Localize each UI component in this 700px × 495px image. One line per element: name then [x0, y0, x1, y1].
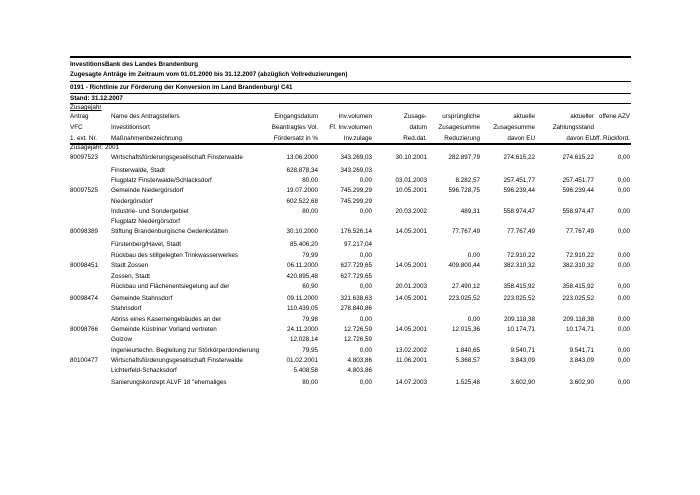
cell-antrag: 80098389 — [70, 228, 99, 235]
column-header-antrag: Antrag — [70, 113, 89, 120]
column-header-antrag: 1. ext. Nr. — [70, 135, 97, 142]
cell-urspr: 0,00 — [467, 252, 480, 259]
cell-zahlung: 358.415,92 — [562, 283, 594, 290]
cell-eingang: 5.408,58 — [293, 367, 318, 374]
cell-offen: 0,00 — [617, 295, 630, 302]
cell-aktuell: 9.540,71 — [510, 347, 535, 354]
cell-aktuell: 358.415,92 — [503, 283, 535, 290]
cell-invvol: 745.299,29 — [340, 198, 372, 205]
cell-zahlung: 257.451,77 — [562, 177, 594, 184]
cell-zahlung: 382.310,32 — [562, 262, 594, 269]
guideline-rule — [70, 93, 631, 94]
top-rule — [70, 56, 631, 58]
cell-aktuell: 10.174,71 — [506, 326, 535, 333]
cell-offen: 0,00 — [617, 262, 630, 269]
column-header-invvol: Inv.volumen — [338, 113, 372, 120]
cell-name: Flugplatz Finsterwalde/Schlacksdorf — [111, 177, 212, 184]
cell-name: Stiftung Brandenburgische Gedenkstätten — [111, 228, 228, 235]
cell-urspr: 5.368,57 — [455, 357, 480, 364]
column-header-offen: off. Rückford. — [592, 135, 630, 142]
column-header-eingang: Beantragtes Vol. — [271, 124, 318, 131]
cell-invvol: 343.269,03 — [340, 154, 372, 161]
cell-offen: 0,00 — [617, 347, 630, 354]
cell-aktuell: 274.615,22 — [503, 154, 535, 161]
cell-offen: 0,00 — [617, 379, 630, 386]
cell-urspr: 77.767,49 — [451, 228, 480, 235]
column-header-name: Maßnahmenbezeichnung — [111, 135, 183, 142]
cell-name: Sanierungskonzept ALVF 18 "ehemaliges — [111, 379, 227, 386]
cell-name: Abriss eines Kasernengebäudes an der — [111, 316, 222, 323]
cell-zahlung: 596.239,44 — [562, 187, 594, 194]
cell-aktuell: 77.767,49 — [506, 228, 535, 235]
column-header-invvol: Ff. Inv.volumen — [329, 124, 372, 131]
cell-eingang: 80,00 — [302, 379, 318, 386]
report-title: Zugesagte Anträge im Zeitraum vom 01.01.2000 bis 31.12.2007 (abzüglich Vollreduzierungen) — [70, 71, 348, 78]
column-header-urspr: Zusagesumme — [438, 124, 480, 131]
cell-eingang: 79,98 — [302, 316, 318, 323]
cell-aktuell: 3.602,90 — [510, 379, 535, 386]
column-header-aktuell: Zusagesumme — [493, 124, 535, 131]
zusagejahr-label: Zusagejahr — [70, 104, 102, 111]
cell-zusage: 30.10.2001 — [395, 154, 427, 161]
cell-antrag: 80100477 — [70, 357, 99, 364]
column-header-zahlung: Zahlungsstand — [552, 124, 594, 131]
cell-antrag: 80098766 — [70, 326, 99, 333]
cell-invvol: 176.526,14 — [340, 228, 372, 235]
cell-zusage: 20.01.2003 — [395, 283, 427, 290]
cell-urspr: 0,00 — [467, 316, 480, 323]
cell-offen: 0,00 — [617, 154, 630, 161]
cell-antrag: 80098451 — [70, 262, 99, 269]
cell-name: Wirtschaftsförderungsgesellschaft Finsterwalde — [111, 357, 243, 364]
column-header-urspr: ursprüngliche — [442, 113, 480, 120]
cell-name: Rückbau des stillgelegten Trinkwasserwerkes — [111, 252, 239, 259]
cell-zahlung: 274.615,22 — [562, 154, 594, 161]
cell-offen: 0,00 — [617, 283, 630, 290]
stand-rule — [70, 103, 631, 104]
header-rule — [70, 143, 631, 145]
cell-invvol: 4.803,86 — [347, 357, 372, 364]
cell-zusage: 20.03.2002 — [395, 208, 427, 215]
cell-invvol: 97.217,04 — [343, 241, 372, 248]
cell-aktuell: 257.451,77 — [503, 177, 535, 184]
column-header-eingang: Fördersatz in % — [273, 135, 318, 142]
cell-urspr: 1.840,65 — [455, 347, 480, 354]
cell-aktuell: 558.974,47 — [503, 208, 535, 215]
column-header-zusage: datum — [409, 124, 427, 131]
cell-name: Fürstenberg/Havel, Stadt — [111, 241, 182, 248]
cell-name: Gemeinde Küstriner Vorland vertreten — [111, 326, 217, 333]
bank-name: InvestitionsBank des Landes Brandenburg — [70, 61, 199, 68]
cell-invvol: 0,00 — [359, 347, 372, 354]
cell-offen: 0,00 — [617, 208, 630, 215]
cell-aktuell: 3.843,09 — [510, 357, 535, 364]
column-header-invvol: Inv.zulage — [343, 135, 372, 142]
cell-eingang: 06.11.2000 — [286, 262, 318, 269]
cell-urspr: 489,31 — [460, 208, 480, 215]
cell-zahlung: 10.174,71 — [565, 326, 594, 333]
cell-invvol: 0,00 — [359, 177, 372, 184]
cell-invvol: 4.803,86 — [347, 367, 372, 374]
column-header-aktuell: aktuelle — [513, 113, 535, 120]
cell-zahlung: 3.843,09 — [569, 357, 594, 364]
cell-eingang: 420.895,48 — [286, 273, 318, 280]
cell-zahlung: 72.910,22 — [565, 252, 594, 259]
cell-urspr: 27.490,12 — [451, 283, 480, 290]
cell-offen: 0,00 — [617, 228, 630, 235]
cell-offen: 0,00 — [617, 357, 630, 364]
cell-invvol: 343.269,03 — [340, 167, 372, 174]
cell-urspr: 12.015,36 — [451, 326, 480, 333]
cell-name: Lichterfeld-Schacksdorf — [111, 367, 177, 374]
column-header-aktuell: davon EU — [507, 135, 535, 142]
cell-invvol: 0,00 — [359, 379, 372, 386]
cell-zahlung: 223.025,52 — [562, 295, 594, 302]
cell-name: Ingenieurtechn. Begleitung zur Störkörperdondierung — [111, 347, 260, 354]
column-header-eingang: Eingangsdatum — [274, 113, 318, 120]
cell-eingang: 602.522,68 — [286, 198, 318, 205]
cell-name: Gemeinde Niedergörsdorf — [111, 187, 184, 194]
cell-zusage: 14.05.2001 — [395, 262, 427, 269]
column-header-zahlung: aktueller — [570, 113, 594, 120]
cell-invvol: 278.840,86 — [340, 305, 372, 312]
cell-zusage: 14.07.2003 — [395, 379, 427, 386]
column-header-zahlung: davon EU — [566, 135, 594, 142]
cell-zahlung: 209.118,38 — [562, 316, 594, 323]
column-header-offen: offene AZV — [598, 113, 630, 120]
cell-offen: 0,00 — [617, 177, 630, 184]
cell-zusage: 11.06.2001 — [395, 357, 427, 364]
cell-urspr: 596.728,75 — [448, 187, 480, 194]
cell-zusage: 03.01.2003 — [395, 177, 427, 184]
cell-urspr: 1.525,48 — [455, 379, 480, 386]
cell-zusage: 14.05.2001 — [395, 295, 427, 302]
cell-urspr: 223.025,52 — [448, 295, 480, 302]
cell-eingang: 24.11.2000 — [286, 326, 318, 333]
cell-urspr: 282.897,79 — [448, 154, 480, 161]
cell-invvol: 627.729,65 — [340, 273, 372, 280]
cell-zusage: 14.05.2001 — [395, 228, 427, 235]
column-header-zusage: Zusage- — [403, 113, 427, 120]
cell-name: Industrie- und Sondergebiet — [111, 208, 189, 215]
cell-aktuell: 72.910,22 — [506, 252, 535, 259]
cell-eingang: 628.878,34 — [286, 167, 318, 174]
stand-date: Stand: 31.12.2007 — [70, 95, 123, 102]
cell-eingang: 80,00 — [302, 208, 318, 215]
column-header-name: Investitionsort — [111, 124, 150, 131]
cell-invvol: 321.638,63 — [340, 295, 372, 302]
cell-zahlung: 3.602,90 — [569, 379, 594, 386]
cell-eingang: 19.07.2000 — [286, 187, 318, 194]
cell-eingang: 110.439,05 — [286, 305, 318, 312]
cell-eingang: 13.06.2000 — [286, 154, 318, 161]
cell-name: Gemeinde Stahnsdorf — [111, 295, 173, 302]
cell-aktuell: 223.025,52 — [503, 295, 535, 302]
cell-invvol: 627.729,65 — [340, 262, 372, 269]
cell-zusage: 13.02.2002 — [395, 347, 427, 354]
cell-zahlung: 558.974,47 — [562, 208, 594, 215]
cell-antrag: 80097523 — [70, 154, 99, 161]
cell-invvol: 745.299,29 — [340, 187, 372, 194]
column-header-zusage: Red.dat. — [403, 135, 427, 142]
column-header-urspr: Reduzierung — [444, 135, 480, 142]
cell-zusage: 10.05.2001 — [395, 187, 427, 194]
cell-offen: 0,00 — [617, 252, 630, 259]
cell-name: Stahnsdorf — [111, 305, 142, 312]
cell-eingang: 79,95 — [302, 347, 318, 354]
cell-name: Flugplatz Niedergörsdorf — [111, 218, 180, 225]
group-label: Zusagejahr: 2001 — [70, 144, 120, 151]
cell-eingang: 60,90 — [302, 283, 318, 290]
cell-zahlung: 77.767,49 — [565, 228, 594, 235]
cell-invvol: 0,00 — [359, 252, 372, 259]
cell-aktuell: 596.239,44 — [503, 187, 535, 194]
cell-zahlung: 9.541,71 — [569, 347, 594, 354]
cell-invvol: 0,00 — [359, 316, 372, 323]
cell-eingang: 85.406,20 — [289, 241, 318, 248]
guideline-title: 0191 - Richtlinie zur Förderung der Konversion im Land Brandenburg/ C41 — [70, 84, 293, 91]
cell-antrag: 80097525 — [70, 187, 99, 194]
cell-aktuell: 209.118,38 — [503, 316, 535, 323]
cell-name: Wirtschaftsförderungsgesellschaft Finsterwalde — [111, 154, 243, 161]
title-rule — [70, 81, 631, 82]
cell-invvol: 12.726,59 — [343, 336, 372, 343]
column-header-antrag: VFC — [70, 124, 83, 131]
cell-antrag: 80098474 — [70, 295, 99, 302]
cell-offen: 0,00 — [617, 326, 630, 333]
cell-name: Rückbau und Flächenentsiegelung auf der — [111, 283, 230, 290]
cell-eingang: 09.11.2000 — [286, 295, 318, 302]
cell-eingang: 80,00 — [302, 177, 318, 184]
cell-aktuell: 382.310,32 — [503, 262, 535, 269]
column-header-name: Name des Antragstellers — [111, 113, 180, 120]
cell-offen: 0,00 — [617, 316, 630, 323]
cell-offen: 0,00 — [617, 187, 630, 194]
cell-invvol: 0,00 — [359, 283, 372, 290]
cell-urspr: 8.282,57 — [455, 177, 480, 184]
cell-zusage: 14.05.2001 — [395, 326, 427, 333]
cell-name: Finsterwalde, Stadt — [111, 167, 165, 174]
cell-name: Zossen, Stadt — [111, 273, 150, 280]
cell-eingang: 79,99 — [302, 252, 318, 259]
cell-name: Golzow — [111, 336, 132, 343]
cell-name: Stadt Zossen — [111, 262, 149, 269]
cell-eingang: 30.10.2000 — [286, 228, 318, 235]
cell-eingang: 01.02.2001 — [286, 357, 318, 364]
cell-eingang: 12.028,14 — [289, 336, 318, 343]
cell-invvol: 0,00 — [359, 208, 372, 215]
cell-invvol: 12.726,59 — [343, 326, 372, 333]
cell-name: Niedergörsdorf — [111, 198, 153, 205]
cell-urspr: 409.800,44 — [448, 262, 480, 269]
